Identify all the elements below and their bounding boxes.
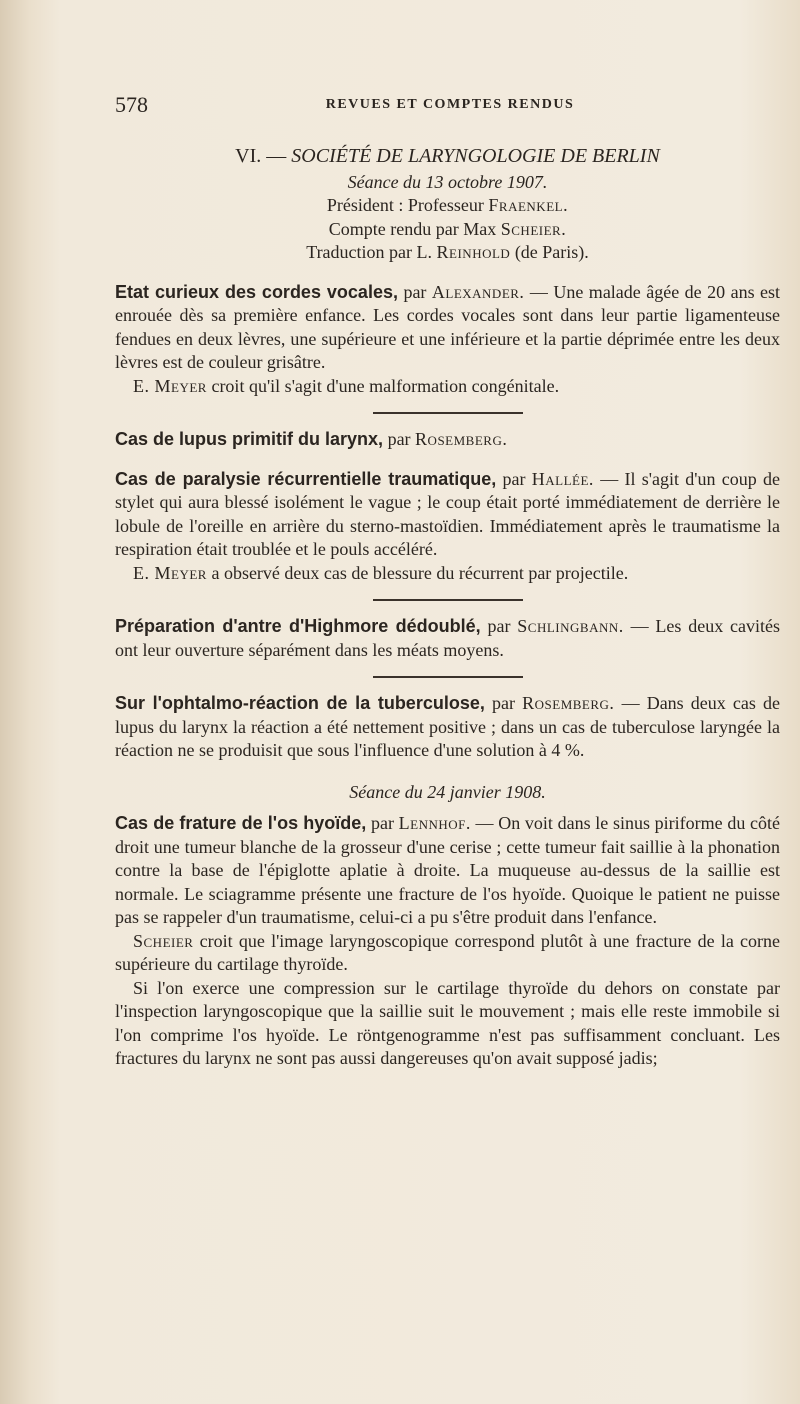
article-2 [115, 428, 780, 452]
article-4-title: Préparation d'antre d'Highmore dédoublé, [115, 616, 481, 636]
article-4-author: Schlingbann. [517, 616, 624, 636]
article-6-text [115, 812, 780, 930]
article-5-body: — Dans deux cas de lupus du larynx la réaction a été nettement positive ; dans un cas de tuberculose laryngée la réaction ne se produisit que sous l'influence d'une solution à 4 %. [115, 693, 781, 760]
article-6-body: — On voit dans le sinus piriforme du côté droit une tumeur blanche de la grosseur d'une cerise ; cette tumeur fait saillie à la phonation contre la base de l'épiglotte aplatie à droite. La muqueuse au-dessus de la saillie est normale. Le sciagramme présente une fracture de l'os hyoïde. Quoique le patient ne puisse pas se rappeler d'un traumatisme, celui-ci a pu s'être produit dans l'enfance. [115, 813, 780, 927]
section-header [115, 145, 780, 265]
article-2-title: Cas de lupus primitif du larynx, [115, 429, 384, 449]
section-title [115, 145, 780, 169]
article-3-p2-name: E. Meyer [133, 562, 207, 583]
article-2-by: par [387, 429, 411, 449]
article-6-p2-body: croit que l'image laryngoscopique correspond plutôt à une fracture de la corne supérieure du cartilage thyroïde. [115, 930, 781, 974]
section-title-text: SOCIÉTÉ DE LARYNGOLOGIE DE BERLIN [291, 145, 660, 167]
seance-date-2: Séance du 24 janvier 1908. [349, 781, 546, 802]
article-4 [115, 615, 780, 662]
article-3 [115, 468, 780, 586]
article-1-p2-name: E. Meyer [133, 375, 207, 396]
traduction-line [115, 241, 780, 265]
article-3-p2 [115, 562, 780, 586]
traduction-suffix: (de Paris). [514, 242, 589, 262]
article-2-text [115, 428, 780, 452]
traduction-prefix: Traduction par L. [306, 242, 433, 262]
article-1-p2 [115, 375, 780, 399]
article-3-title: Cas de paralysie récurrentielle traumatique, [115, 468, 497, 489]
page-header [115, 92, 785, 122]
article-3-body: — Il s'agit d'un coup de stylet qui aura blessé isolément le vague ; le coup était porté immédiatement de derrière le lobule de l'oreille en arrière du sterno-mastoïdien. Immédiatement après le traumatisme la respiration était troublée et le pouls accéléré. [115, 468, 781, 559]
article-4-text [115, 615, 780, 662]
article-6-p2-name: Scheier [133, 930, 194, 951]
page-number: 578 [115, 92, 148, 117]
article-1-title: Etat curieux des cordes vocales, [115, 281, 398, 302]
divider [373, 412, 523, 414]
article-4-body: — Les deux cavités ont leur ouverture séparément dans les méats moyens. [115, 616, 781, 660]
compte-name: Scheier. [500, 218, 567, 239]
article-5-author: Rosemberg. [522, 693, 615, 713]
divider [373, 676, 523, 678]
article-5-by: par [492, 693, 515, 713]
article-5-title: Sur l'ophtalmo-réaction de la tuberculose, [115, 693, 485, 713]
article-1 [115, 281, 780, 399]
article-4-by: par [487, 616, 511, 636]
traduction-name: Reinhold [436, 242, 511, 262]
divider [373, 599, 523, 601]
article-6-p3: Si l'on exerce une compression sur le cartilage thyroïde du dehors on constate par l'inspection laryngoscopique que la saillie suit le mouvement ; mais elle reste immobile si l'on comprime l'os hyoïde. Le röntgenogramme n'est pas suffisamment concluant. Les fractures du larynx ne sont pas aussi dangereuses qu'on avait supposé jadis; [115, 977, 780, 1068]
article-3-author: Hallée. [531, 468, 594, 489]
article-6-author: Lennhof. [398, 813, 471, 833]
running-head: REVUES ET COMPTES RENDUS [325, 97, 575, 112]
compte-prefix: Compte rendu par Max [328, 218, 497, 239]
article-2-author: Rosemberg. [415, 429, 508, 449]
article-3-text [115, 468, 780, 562]
article-3-by: par [502, 468, 526, 489]
article-1-body: — Une malade âgée de 20 ans est enrouée dès sa première enfance. Les cordes vocales sont dans leur partie ligamenteuse fendues en deux lèvres, une supérieure et une inférieure et la partie déprimée entre les deux lèvres est de couleur grisâtre. [115, 281, 781, 372]
article-5-text [115, 692, 780, 763]
article-1-p2-body: croit qu'il s'agit d'une malformation congénitale. [211, 375, 560, 396]
page-content [115, 145, 780, 1071]
seance-date-1: Séance du 13 octobre 1907. [347, 171, 548, 192]
president-line [115, 194, 780, 218]
president-name: Fraenkel. [488, 195, 569, 215]
article-5 [115, 692, 780, 763]
compte-line [115, 218, 780, 242]
president-prefix: Président : Professeur [326, 195, 484, 215]
article-6-title: Cas de frature de l'os hyoïde, [115, 813, 367, 833]
article-6-by: par [370, 813, 394, 833]
article-6 [115, 812, 780, 1071]
article-1-by: par [403, 281, 427, 302]
article-1-text [115, 281, 780, 375]
section-number: VI. — [235, 145, 287, 167]
article-3-p2-body: a observé deux cas de blessure du récurrent par projectile. [211, 562, 629, 583]
article-1-author: Alexander. [431, 281, 525, 302]
article-6-p2 [115, 930, 780, 977]
